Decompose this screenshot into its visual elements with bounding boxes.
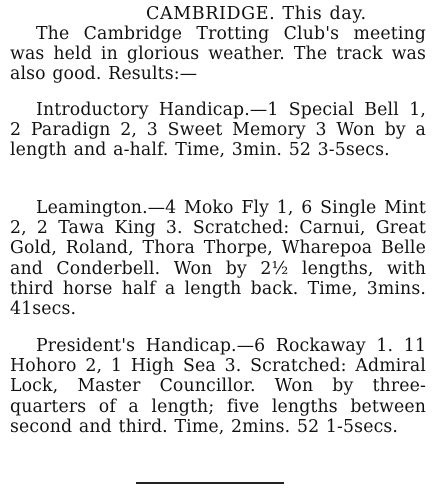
column-rule-divider [136,482,284,484]
presidents-handicap-paragraph: President's Handicap.—6 Rockaway 1. 11 Hohoro 2, 1 High Sea 3. Scratched: Admiral Lock, Master Councillor. Won by three-quarters of a length; five lengths between second and third. Time, 2mins. 52 1-5secs. [10,336,426,437]
leamington-paragraph: Leamington.—4 Moko Fly 1, 6 Single Mint 2, 2 Tawa King 3. Scratched: Carnui, Great Gold, Roland, Thora Thorpe, Wharepoa Belle and Conderbell. Won by 2½ lengths, with third horse half a length back. Time, 3mins. 41secs. [10,198,426,320]
intro-paragraph: The Cambridge Trotting Club's meeting was held in glorious weather. The track was also good. Results:— [10,24,426,85]
introductory-handicap-paragraph: Introductory Handicap.—1 Special Bell 1, 2 Paradign 2, 3 Sweet Memory 3 Won by a length and a-half. Time, 3min. 52 3-5secs. [10,100,426,161]
dateline-heading: CAMBRIDGE. This day. [146,4,367,24]
